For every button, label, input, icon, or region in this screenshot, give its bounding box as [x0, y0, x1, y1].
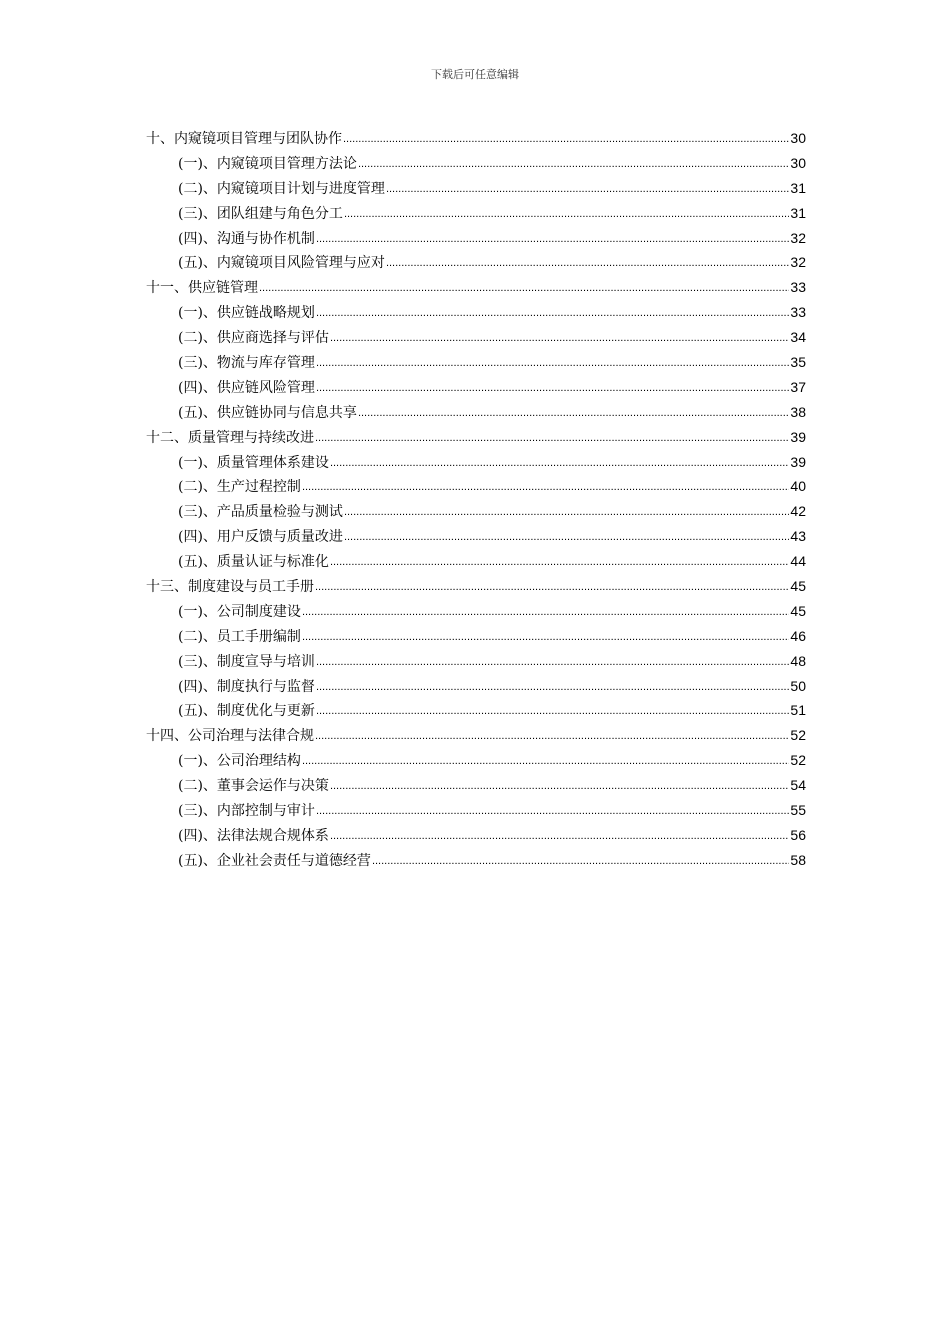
toc-entry-title: (五)、内窥镜项目风险管理与应对: [178, 255, 385, 272]
toc-entry-title: (四)、制度执行与监督: [178, 678, 315, 695]
toc-section-entry[interactable]: [146, 176, 806, 201]
toc-entry-title: (四)、沟通与协作机制: [178, 230, 315, 247]
toc-entry-title: (二)、董事会运作与决策: [178, 778, 329, 795]
toc-page-number: 39: [790, 428, 806, 445]
toc-dot-leader: [330, 450, 789, 476]
toc-page-number: 50: [790, 677, 806, 694]
toc-dot-leader: [372, 848, 789, 874]
toc-page-number: 39: [790, 453, 806, 470]
toc-chapter-entry[interactable]: [146, 574, 806, 599]
toc-dot-leader: [315, 723, 789, 749]
toc-page-number: 55: [790, 802, 806, 819]
toc-entry-title: (一)、公司制度建设: [178, 603, 301, 620]
toc-dot-leader: [316, 350, 789, 376]
toc-page-number: 45: [790, 578, 806, 595]
toc-page-number: 32: [790, 229, 806, 246]
toc-section-entry[interactable]: [146, 325, 806, 350]
toc-page-number: 30: [790, 154, 806, 171]
toc-entry-title: 十、内窥镜项目管理与团队协作: [146, 131, 342, 147]
toc-entry-title: (二)、生产过程控制: [178, 479, 301, 496]
toc-dot-leader: [316, 300, 789, 326]
toc-page-number: 37: [790, 378, 806, 395]
toc-section-entry[interactable]: [146, 375, 806, 400]
toc-entry-title: (三)、产品质量检验与测试: [178, 504, 343, 521]
toc-dot-leader: [259, 275, 789, 301]
toc-dot-leader: [315, 425, 789, 451]
toc-dot-leader: [330, 773, 789, 799]
toc-entry-title: (四)、供应链风险管理: [178, 379, 315, 396]
toc-section-entry[interactable]: [146, 499, 806, 524]
toc-entry-title: (三)、制度宣导与培训: [178, 653, 315, 670]
toc-entry-title: (五)、供应链协同与信息共享: [178, 404, 357, 421]
toc-section-entry[interactable]: [146, 624, 806, 649]
toc-section-entry[interactable]: [146, 524, 806, 549]
toc-entry-title: (一)、公司治理结构: [178, 753, 301, 770]
toc-dot-leader: [330, 549, 789, 575]
toc-entry-title: 十四、公司治理与法律合规: [146, 728, 314, 745]
toc-entry-title: (四)、法律法规合规体系: [178, 827, 329, 844]
toc-entry-title: (三)、内部控制与审计: [178, 803, 315, 820]
toc-entry-title: (一)、质量管理体系建设: [178, 454, 329, 471]
toc-dot-leader: [302, 474, 789, 500]
toc-entry-title: 十一、供应链管理: [146, 280, 258, 297]
toc-dot-leader: [316, 798, 789, 824]
toc-section-entry[interactable]: [146, 250, 806, 275]
toc-page-number: 38: [790, 403, 806, 420]
toc-page-number: 45: [790, 602, 806, 619]
toc-section-entry[interactable]: [146, 474, 806, 499]
toc-entry-title: (二)、员工手册编制: [178, 628, 301, 645]
toc-section-entry[interactable]: [146, 773, 806, 798]
toc-page-number: 35: [790, 354, 806, 371]
toc-page-number: 51: [790, 702, 806, 719]
toc-section-entry[interactable]: [146, 823, 806, 848]
toc-chapter-entry[interactable]: [146, 275, 806, 300]
toc-dot-leader: [344, 524, 789, 550]
toc-dot-leader: [316, 698, 789, 724]
toc-dot-leader: [316, 674, 789, 700]
toc-dot-leader: [344, 201, 789, 227]
toc-dot-leader: [302, 624, 789, 650]
toc-entry-title: (三)、物流与库存管理: [178, 355, 315, 372]
toc-entry-title: 十二、质量管理与持续改进: [146, 429, 314, 446]
toc-dot-leader: [315, 574, 789, 600]
toc-page-number: 54: [790, 777, 806, 794]
toc-dot-leader: [316, 375, 789, 401]
toc-dot-leader: [316, 226, 789, 252]
page-header: 下载后可任意编辑: [431, 68, 519, 81]
toc-entry-title: (五)、质量认证与标准化: [178, 554, 329, 571]
toc-dot-leader: [302, 599, 789, 625]
toc-section-entry[interactable]: [146, 549, 806, 574]
toc-page-number: 31: [790, 179, 806, 196]
toc-section-entry[interactable]: [146, 674, 806, 699]
toc-entry-title: (二)、内窥镜项目计划与进度管理: [178, 180, 385, 197]
toc-dot-leader: [330, 823, 789, 849]
toc-page-number: 31: [790, 204, 806, 221]
toc-page-number: 30: [790, 130, 806, 146]
toc-chapter-entry[interactable]: [146, 425, 806, 450]
toc-page-number: 33: [790, 304, 806, 321]
toc-section-entry[interactable]: [146, 450, 806, 475]
toc-dot-leader: [386, 250, 789, 276]
toc-section-entry[interactable]: [146, 748, 806, 773]
toc-dot-leader: [358, 151, 789, 177]
toc-entry-title: (四)、用户反馈与质量改进: [178, 529, 343, 546]
toc-chapter-entry[interactable]: [146, 723, 806, 748]
toc-section-entry[interactable]: [146, 400, 806, 425]
toc-dot-leader: [344, 499, 789, 525]
toc-page-number: 32: [790, 254, 806, 271]
toc-page-number: 56: [790, 826, 806, 843]
toc-dot-leader: [316, 649, 789, 675]
toc-page-number: 34: [790, 329, 806, 346]
toc-section-entry[interactable]: [146, 599, 806, 624]
toc-page-number: 58: [790, 851, 806, 868]
toc-dot-leader: [386, 176, 789, 202]
toc-page-number: 40: [790, 478, 806, 495]
toc-page-number: 43: [790, 528, 806, 545]
toc-entry-title: (一)、内窥镜项目管理方法论: [178, 155, 357, 172]
toc-page-number: 46: [790, 627, 806, 644]
toc-section-entry[interactable]: [146, 300, 806, 325]
toc-entry-title: (二)、供应商选择与评估: [178, 330, 329, 347]
toc-section-entry[interactable]: [146, 698, 806, 723]
toc-entry-title: (五)、企业社会责任与道德经营: [178, 852, 371, 869]
toc-section-entry[interactable]: [146, 201, 806, 226]
toc-entry-title: (三)、团队组建与角色分工: [178, 205, 343, 222]
toc-chapter-entry[interactable]: [146, 126, 806, 151]
toc-page-number: 52: [790, 727, 806, 744]
toc-dot-leader: [330, 325, 789, 351]
toc-section-entry[interactable]: [146, 848, 806, 873]
toc-entry-title: (五)、制度优化与更新: [178, 703, 315, 720]
toc-dot-leader: [343, 126, 789, 152]
toc-page-number: 52: [790, 752, 806, 769]
toc-section-entry[interactable]: [146, 798, 806, 823]
toc-entry-title: 十三、制度建设与员工手册: [146, 579, 314, 596]
toc-section-entry[interactable]: [146, 226, 806, 251]
toc-page-number: 42: [790, 503, 806, 520]
toc-dot-leader: [302, 748, 789, 774]
table-of-contents: [146, 126, 806, 873]
toc-dot-leader: [358, 400, 789, 426]
toc-section-entry[interactable]: [146, 151, 806, 176]
toc-section-entry[interactable]: [146, 649, 806, 674]
toc-section-entry[interactable]: [146, 350, 806, 375]
toc-page-number: 48: [790, 652, 806, 669]
toc-page-number: 44: [790, 553, 806, 570]
toc-page-number: 33: [790, 279, 806, 296]
toc-entry-title: (一)、供应链战略规划: [178, 305, 315, 322]
